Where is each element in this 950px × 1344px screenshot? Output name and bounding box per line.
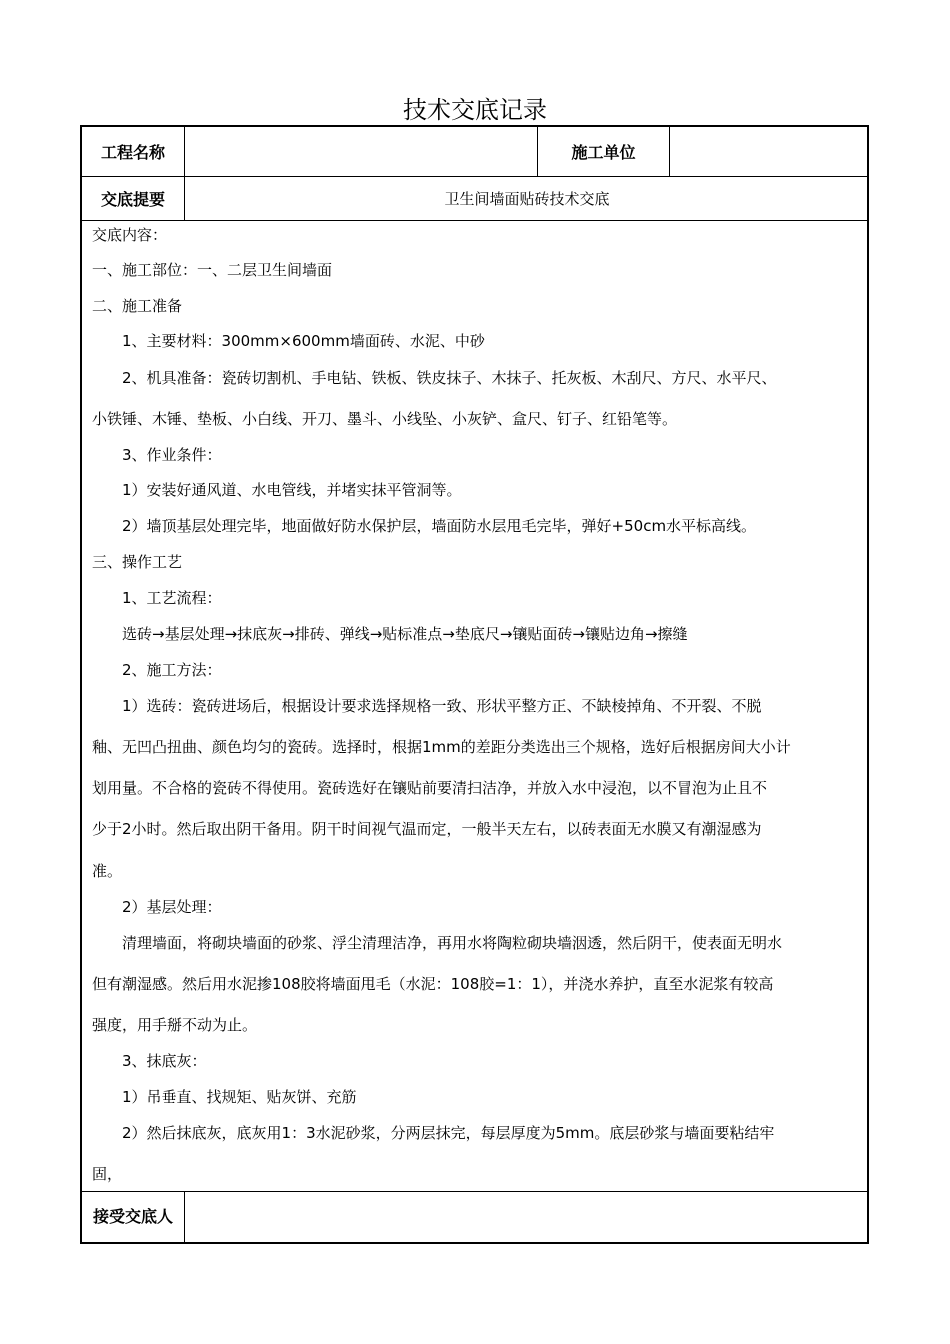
content-line: 1、主要材料：300mm×600mm墙面砖、水泥、中砂 xyxy=(122,332,485,350)
content-line: 少于2小时。然后取出阴干备用。阴干时间视气温而定，一般半天左右，以砖表面无水膜又有潮湿感为 xyxy=(92,820,762,838)
content-line: 但有潮湿感。然后用水泥掺108胶将墙面甩毛（水泥：108胶=1：1），并浇水养护，直至水泥浆有较高 xyxy=(92,975,774,993)
construction-unit-value[interactable] xyxy=(670,127,869,176)
construction-unit-label: 施工单位 xyxy=(571,143,636,162)
receiver-label: 接受交底人 xyxy=(92,1207,173,1226)
content-line: 1）安装好通风道、水电管线，并堵实抹平管洞等。 xyxy=(122,481,462,499)
content-line: 准。 xyxy=(92,862,123,880)
content-line: 小铁锤、木锤、垫板、小白线、开刀、墨斗、小线坠、小灰铲、盒尺、钉子、红铅笔等。 xyxy=(92,410,678,428)
content-line: 3、抹底灰： xyxy=(122,1052,207,1070)
content-line: 2）基层处理： xyxy=(122,898,222,916)
process-flow-line: 选砖→基层处理→抹底灰→排砖、弹线→贴标准点→垫底尺→镶贴面砖→镶贴边角→擦缝 xyxy=(122,625,688,643)
content-line: 2、施工方法： xyxy=(122,661,222,679)
content-line: 2）墙顶基层处理完毕，地面做好防水保护层，墙面防水层甩毛完毕，弹好+50cm水平标高线。 xyxy=(122,517,757,535)
disclosure-content xyxy=(82,220,869,1191)
project-name-value[interactable] xyxy=(185,127,537,176)
content-line: 3、作业条件： xyxy=(122,446,222,464)
disclosure-table xyxy=(80,125,869,1244)
project-name-label: 工程名称 xyxy=(100,143,165,162)
content-line: 1、工艺流程： xyxy=(122,589,222,607)
page-title: 技术交底记录 xyxy=(403,96,547,124)
content-line: 2、机具准备：瓷砖切割机、手电钻、铁板、铁皮抹子、木抹子、托灰板、木刮尺、方尺、水平尺、 xyxy=(122,369,777,387)
content-line: 一、施工部位：一、二层卫生间墙面 xyxy=(92,261,333,279)
content-line: 固， xyxy=(92,1165,123,1183)
content-line: 划用量。不合格的瓷砖不得使用。瓷砖选好在镶贴前要清扫洁净，并放入水中浸泡，以不冒泡为止且不 xyxy=(92,779,768,797)
content-line: 清理墙面，将砌块墙面的砂浆、浮尘清理洁净，再用水将陶粒砌块墙洇透，然后阴干，使表面无明水 xyxy=(122,934,783,952)
receiver-value[interactable] xyxy=(185,1192,869,1244)
content-line: 1）吊垂直、找规矩、贴灰饼、充筋 xyxy=(122,1088,357,1106)
content-line: 1）选砖：瓷砖进场后，根据设计要求选择规格一致、形状平整方正、不缺棱掉角、不开裂、不脱 xyxy=(122,697,762,715)
content-line: 交底内容： xyxy=(92,226,168,244)
content-line: 三、操作工艺 xyxy=(92,553,183,571)
content-line: 2）然后抹底灰，底灰用1：3水泥砂浆，分两层抹完，每层厚度为5mm。底层砂浆与墙面要粘结牢 xyxy=(122,1124,775,1142)
content-line: 二、施工准备 xyxy=(92,297,183,315)
content-line: 釉、无凹凸扭曲、颜色均匀的瓷砖。选择时，根据1mm的差距分类选出三个规格，选好后根据房间大小计 xyxy=(92,738,791,756)
content-line: 强度，用手掰不动为止。 xyxy=(92,1016,258,1034)
summary-value: 卫生间墙面贴砖技术交底 xyxy=(444,190,610,208)
summary-label: 交底提要 xyxy=(100,190,165,209)
